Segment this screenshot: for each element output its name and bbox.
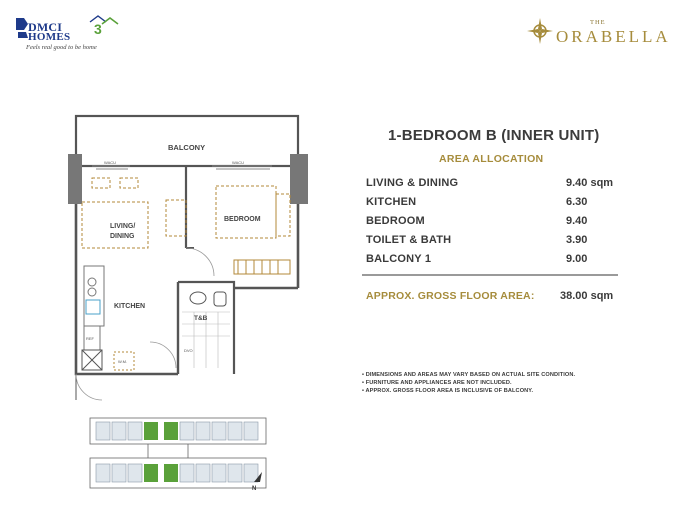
area-allocation-heading: AREA ALLOCATION bbox=[439, 153, 544, 165]
row-label-toilet-bath: TOILET & BATH bbox=[366, 234, 452, 246]
plan-label-bedroom: BEDROOM bbox=[224, 216, 261, 223]
gross-floor-area-label: APPROX. GROSS FLOOR AREA: bbox=[366, 290, 535, 302]
north-label: N bbox=[252, 486, 257, 492]
project-name-prefix: THE bbox=[590, 19, 606, 26]
plan-label-toilet-bath: T&B bbox=[194, 315, 208, 322]
project-name: ORABELLA bbox=[556, 27, 671, 46]
plan-label-balcony: BALCONY bbox=[168, 143, 206, 152]
row-label-kitchen: KITCHEN bbox=[366, 196, 417, 208]
dmci-tagline: Feels real good to be home bbox=[26, 44, 97, 51]
plan-label-dvo: DVO bbox=[184, 348, 193, 353]
note-dimensions: • DIMENSIONS AND AREAS MAY VARY BASED ON ACTUAL SITE CONDITION. bbox=[362, 372, 576, 378]
dmci-logo-line1: DMCI bbox=[28, 20, 63, 34]
dmci-logo-line2: HOMES bbox=[28, 31, 71, 43]
table-divider bbox=[362, 274, 618, 276]
row-value-kitchen: 6.30 bbox=[566, 196, 588, 208]
gross-floor-area-value: 38.00 sqm bbox=[560, 290, 614, 302]
row-value-toilet-bath: 3.90 bbox=[566, 234, 588, 246]
note-gross-area: • APPROX. GROSS FLOOR AREA IS INCLUSIVE OF BALCONY. bbox=[362, 388, 534, 394]
row-label-bedroom: BEDROOM bbox=[366, 215, 425, 227]
plan-label-kitchen: KITCHEN bbox=[114, 303, 146, 310]
unit-floor-plan bbox=[66, 112, 312, 404]
plan-label-acu-2: WACU bbox=[232, 160, 245, 165]
unit-title: 1-BEDROOM B (INNER UNIT) bbox=[388, 127, 600, 144]
plan-label-dining: DINING bbox=[110, 233, 135, 240]
row-value-balcony: 9.00 bbox=[566, 253, 588, 265]
svg-text:3: 3 bbox=[94, 21, 102, 37]
orabella-compass-icon bbox=[526, 16, 554, 46]
plan-label-living: LIVING/ bbox=[110, 223, 136, 230]
plan-label-acu-1: WACU bbox=[104, 160, 117, 165]
row-label-living-dining: LIVING & DINING bbox=[366, 177, 459, 189]
row-value-bedroom: 9.40 bbox=[566, 215, 588, 227]
row-label-balcony: BALCONY 1 bbox=[366, 253, 432, 265]
plan-label-wm: W.M. bbox=[118, 359, 128, 364]
plan-label-ref: REF bbox=[86, 336, 94, 341]
building-key-plan bbox=[88, 412, 268, 496]
north-arrow-icon bbox=[250, 468, 266, 492]
row-value-living-dining: 9.40 sqm bbox=[566, 177, 614, 189]
note-furniture: • FURNITURE AND APPLIANCES ARE NOT INCLUDED. bbox=[362, 380, 512, 386]
